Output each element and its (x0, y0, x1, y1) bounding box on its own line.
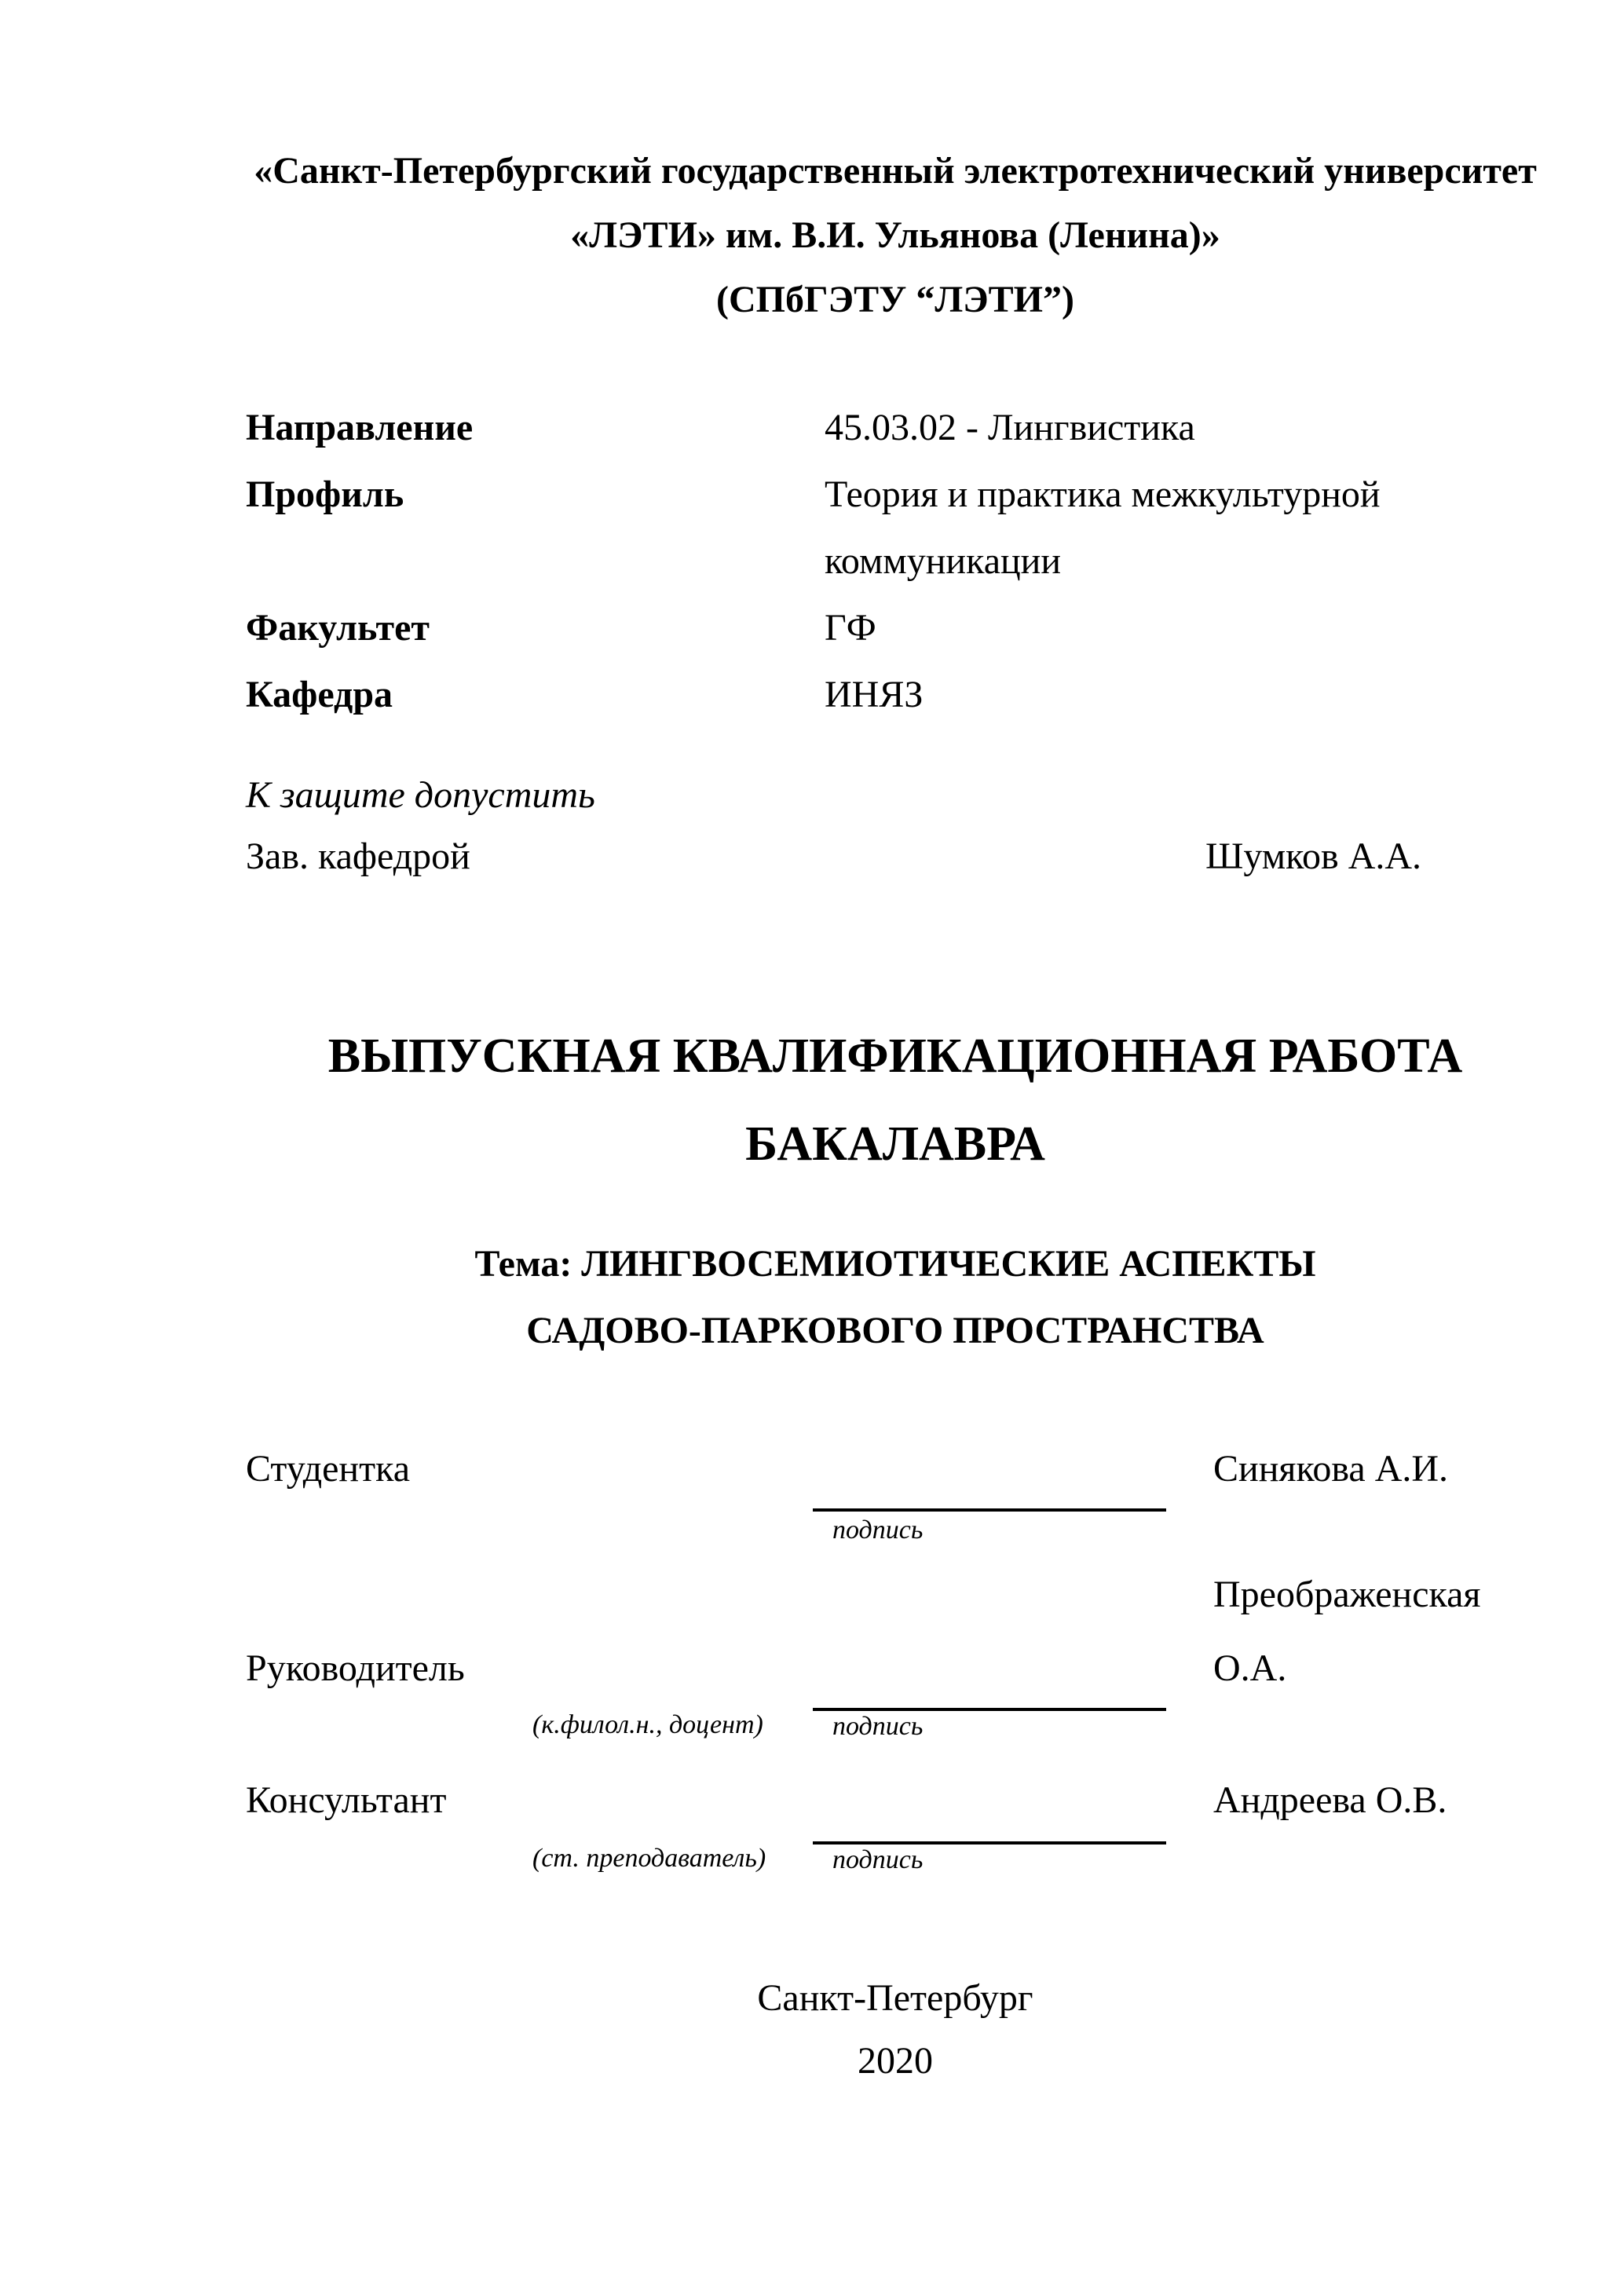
field-label-faculty: Факультет (246, 607, 430, 649)
footer-city: Санкт-Петербург (757, 1977, 1033, 2019)
department-head-name: Шумков А.А. (1205, 835, 1422, 877)
consultant-name: Андреева О.В. (1213, 1779, 1447, 1821)
university-abbreviation: (СПбГЭТУ “ЛЭТИ”) (716, 279, 1074, 320)
supervisor-name-line1: Преображенская (1213, 1574, 1481, 1615)
signature-caption-consultant: подпись (832, 1845, 924, 1874)
field-value-direction: 45.03.02 - Лингвистика (825, 407, 1195, 448)
department-head-label: Зав. кафедрой (246, 835, 470, 877)
university-name-line2: «ЛЭТИ» им. В.И. Ульянова (Ленина)» (570, 214, 1220, 256)
field-label-direction: Направление (246, 407, 474, 448)
thesis-title-line2: БАКАЛАВРА (745, 1117, 1045, 1171)
footer-year: 2020 (858, 2040, 933, 2082)
supervisor-credential: (к.филол.н., доцент) (532, 1710, 763, 1739)
student-role-label: Студентка (246, 1448, 410, 1490)
signature-caption-supervisor: подпись (832, 1712, 924, 1741)
student-name: Синякова А.И. (1213, 1448, 1449, 1490)
signature-line-supervisor (813, 1708, 1166, 1711)
program-fields (246, 394, 1455, 728)
field-value-department: ИНЯЗ (825, 674, 924, 715)
field-value-faculty: ГФ (825, 607, 876, 649)
consultant-credential: (ст. преподаватель) (532, 1844, 766, 1873)
supervisor-role-label: Руководитель (246, 1647, 465, 1689)
topic-line1: Тема: ЛИНГВОСЕМИОТИЧЕСКИЕ АСПЕКТЫ (474, 1243, 1316, 1285)
university-name-line1: «Санкт-Петербургский государственный электротехнический университет (254, 150, 1537, 192)
field-label-department: Кафедра (246, 674, 393, 715)
thesis-title-line1: ВЫПУСКНАЯ КВАЛИФИКАЦИОННАЯ РАБОТА (327, 1029, 1463, 1083)
field-value-profile: Теория и практика межкультурной коммуникации (825, 473, 1381, 582)
supervisor-name-line2: О.А. (1213, 1647, 1287, 1689)
field-label-profile: Профиль (246, 473, 404, 515)
admission-note: К защите допустить (246, 774, 595, 816)
signature-line-student (813, 1508, 1166, 1512)
topic-line2: САДОВО-ПАРКОВОГО ПРОСТРАНСТВА (526, 1310, 1264, 1351)
signature-line-consultant (813, 1841, 1166, 1844)
signature-caption-student: подпись (832, 1515, 924, 1545)
consultant-role-label: Консультант (246, 1779, 447, 1821)
